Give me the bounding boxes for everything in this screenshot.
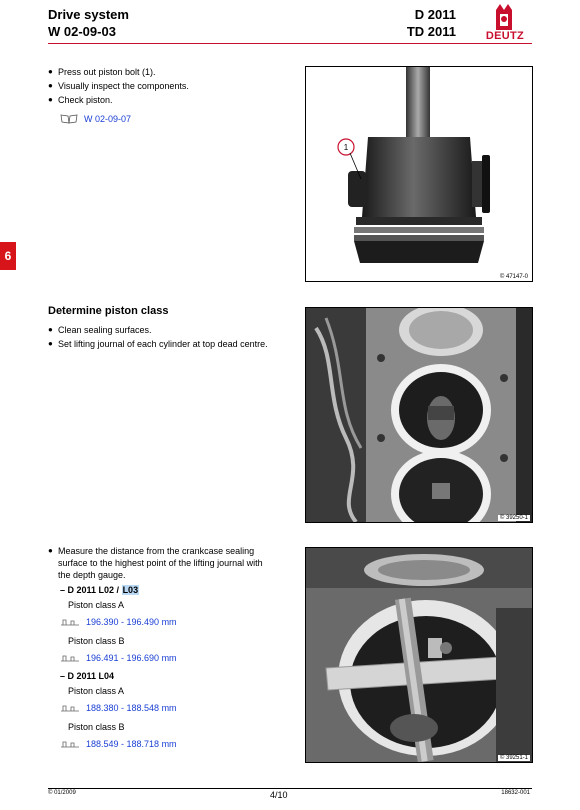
crankcase-illustration <box>306 308 532 522</box>
bullet-6-line-1: ● Measure the distance from the crankcase sealing <box>58 546 255 556</box>
footer-date: © 01/2009 <box>48 790 76 796</box>
figure-crankcase <box>305 307 533 523</box>
header-left <box>48 6 129 40</box>
bullet-4: ● Clean sealing surfaces. <box>48 323 268 337</box>
bullet-6-line-2: surface to the highest point of the lifting journal with <box>58 558 263 568</box>
figure-code-3: © 39251-1 <box>499 755 528 761</box>
figure-code-1: © 47147-0 <box>499 274 528 280</box>
section2-bullets <box>48 323 268 351</box>
group2-class-a: Piston class A <box>68 686 125 696</box>
group1-label: – D 2011 L02 / L03 <box>60 585 139 595</box>
group2-range-a <box>60 703 177 713</box>
callout-1: 1 <box>343 143 349 152</box>
range-a2-text: 188.380 - 188.548 mm <box>86 703 177 713</box>
group1-class-b: Piston class B <box>68 636 125 646</box>
footer-rule <box>48 788 532 789</box>
footer-doc-number: 18632-001 <box>501 790 530 796</box>
group1-class-a: Piston class A <box>68 600 125 610</box>
group2-text: D 2011 L04 <box>67 671 115 681</box>
reference-text: W 02-09-07 <box>84 114 132 124</box>
bullet-6-line-3: the depth gauge. <box>58 570 126 580</box>
section-title: Determine piston class <box>48 305 169 317</box>
deutz-logo <box>476 2 534 42</box>
caliper-icon <box>60 704 80 713</box>
group2-label: – D 2011 L04 <box>60 671 115 681</box>
bullet-5: ● Set lifting journal of each cylinder at top dead centre. <box>48 337 268 351</box>
piston-illustration <box>306 67 532 281</box>
header-title: Drive system <box>48 7 129 22</box>
bullet-6 <box>48 545 263 581</box>
header-rule <box>48 43 532 44</box>
header-right <box>380 6 456 40</box>
reference-link[interactable] <box>60 114 131 124</box>
caliper-icon <box>60 740 80 749</box>
group1-range-a <box>60 617 177 627</box>
header-code: W 02-09-03 <box>48 24 116 39</box>
book-icon <box>60 114 78 124</box>
figure-piston <box>305 66 533 282</box>
caliper-icon <box>60 618 80 627</box>
group2-class-b: Piston class B <box>68 722 125 732</box>
group1-highlight: L03 <box>122 585 139 595</box>
caliper-icon <box>60 654 80 663</box>
logo-text: DEUTZ <box>485 30 525 42</box>
range-a-text: 196.390 - 196.490 mm <box>86 617 177 627</box>
group2-range-b <box>60 739 177 749</box>
section3-bullet <box>48 545 263 581</box>
bullet-2: ● Visually inspect the components. <box>48 79 189 93</box>
header-engine-1: D 2011 <box>414 7 456 22</box>
figure-depth-gauge <box>305 547 533 763</box>
bullet-3: ● Check piston. <box>48 93 189 107</box>
group1-range-b <box>60 653 177 663</box>
depth-gauge-illustration <box>306 548 532 762</box>
figure-code-2: © 39250-1 <box>499 515 528 521</box>
bullet-1: ● Press out piston bolt (1). <box>48 65 189 79</box>
group1-prefix: D 2011 L02 / <box>67 585 122 595</box>
range-b-text: 196.491 - 196.690 mm <box>86 653 177 663</box>
chapter-tab: 6 <box>0 242 16 270</box>
section1-bullets <box>48 65 189 107</box>
range-b2-text: 188.549 - 188.718 mm <box>86 739 177 749</box>
header-engine-2: TD 2011 <box>406 24 456 39</box>
footer-page: 4/10 <box>270 790 288 800</box>
deutz-logo-icon <box>476 2 534 32</box>
